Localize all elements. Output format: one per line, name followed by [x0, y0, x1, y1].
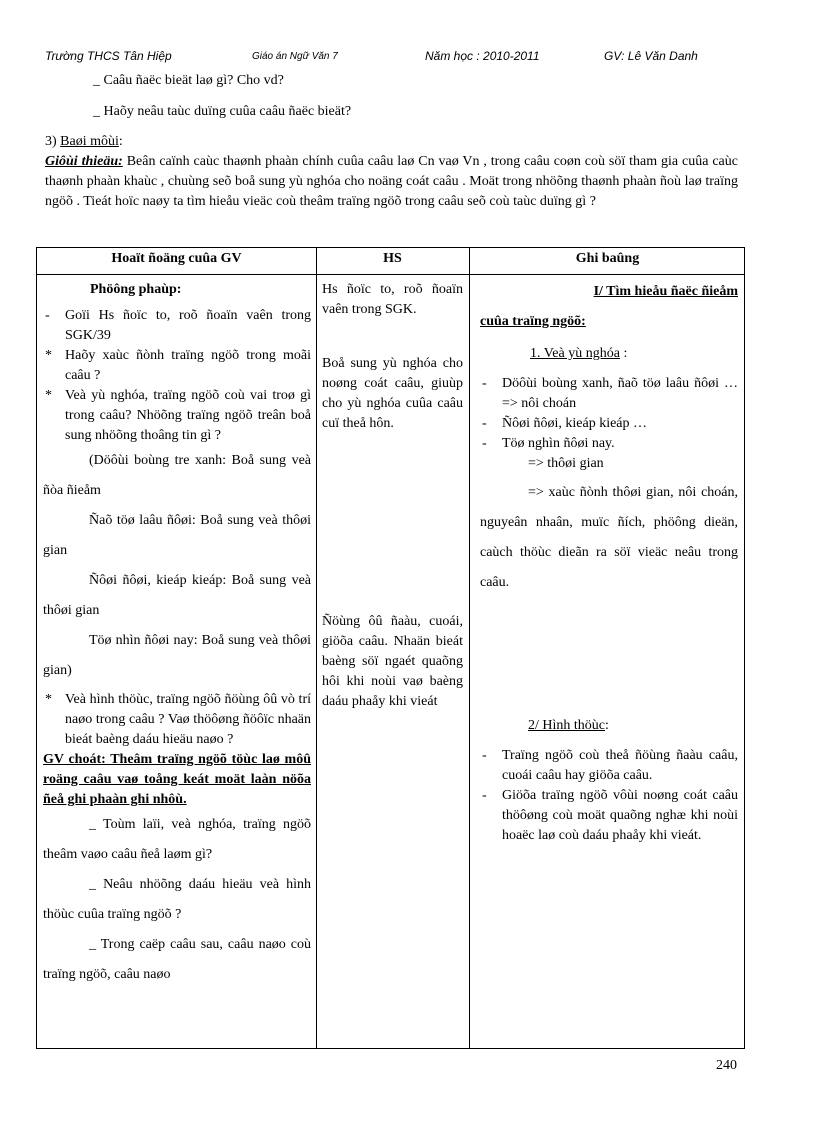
- page-number: 240: [716, 1058, 737, 1073]
- gv-answer-1: (Döôùi boùng tre xanh: Boå sung veà ñòa ñieåm: [43, 453, 311, 498]
- gv-item-text: Veà hình thöùc, traïng ngöõ ñöùng ôû vò trí naøo trong caâu ? Vaø thöôøng ñöôïc nhaän bieát baèng daáu hieäu naøo ?: [65, 692, 311, 747]
- hs-answer-3: Ñöùng ôû ñaàu, cuoái, giöõa caâu. Nhaän bieát baèng söï ngaét quaõng hôi khi noùi vaø baèng daáu phaåy khi vieát: [322, 614, 463, 709]
- section-number: 3): [45, 134, 57, 149]
- intro-label: Giôùi thieäu:: [45, 154, 123, 169]
- column-header-hs: HS: [383, 251, 402, 266]
- column-header-notes: Ghi baûng: [575, 251, 640, 266]
- section-heading: [45, 132, 123, 152]
- gv-method-title: Phöông phaùp:: [90, 282, 182, 297]
- gv-item: [43, 346, 311, 386]
- notes-summary: => xaùc ñònh thôøi gian, nôi choán, nguyeân nhaân, muïc ñích, phöông dieän, caùch thöùc dieãn ra söï vieäc neâu trong caâu.: [480, 485, 738, 590]
- notes-subheading-1: [480, 344, 738, 364]
- gv-item-text: Goïi Hs ñoïc to, roõ ñoaïn vaên trong SGK/39: [65, 308, 311, 343]
- notes-sub1-colon: :: [619, 346, 628, 361]
- notes-form-item: [480, 746, 738, 786]
- bullet: -: [482, 788, 487, 803]
- gv-item: [43, 690, 311, 750]
- notes-item-text: Ñôøi ñôøi, kieáp kieáp …: [502, 416, 648, 431]
- notes-sub1-text: 1. Veà yù nghóa: [530, 346, 620, 361]
- intro-text: Beân caïnh caùc thaønh phaàn chính cuûa caâu laø Cn vaø Vn , trong caâu coøn coù söï tham gia cuûa caùc thaønh phaàn khaùc , chuùng seõ boå sung yù nghóa cho noäng coát caâu . Moät trong nhöõng thaønh phaàn ñoù laø traïng ngöõ . Tieát hoïc naøy ta tìm hieåu vieäc coù theâm traïng ngöõ trong caâu seõ coù taùc duïng gì ?: [45, 154, 738, 209]
- notes-time: => thôøi gian: [528, 456, 604, 471]
- gv-question-1: _ Toùm laïi, veà nghóa, traïng ngöõ theâm vaøo caâu ñeå laøm gì?: [43, 817, 311, 862]
- bullet: -: [482, 748, 487, 763]
- notes-sub2-text: 2/ Hình thöùc: [528, 718, 605, 733]
- notes-form-text: Traïng ngöõ coù theå ñöùng ñaàu caâu, cuoái caâu hay giöõa caâu.: [502, 748, 738, 783]
- bullet: -: [482, 416, 487, 431]
- header-year: Năm học : 2010-2011: [425, 49, 540, 63]
- header-doc: Giáo án Ngữ Văn 7: [252, 51, 338, 62]
- notes-form-text: Giöõa traïng ngöõ vôùi noøng coát caâu thöôøng coù moät quaõng nghæ khi noùi hoaëc laø coù daáu phaåy khi vieát.: [502, 788, 738, 843]
- gv-item-text: Veà yù nghóa, traïng ngöõ coù vai troø gì trong caâu? Nhöõng traïng ngöõ treân boå sung nhöõng thoâng tin gì ?: [65, 388, 311, 443]
- column-divider: [469, 248, 470, 1048]
- gv-item-text: Haõy xaùc ñònh traïng ngöõ trong moãi caâu ?: [65, 348, 311, 383]
- notes-item-text: Töø nghìn ñôøi nay.: [502, 436, 615, 451]
- column-header-gv: Hoaït ñoäng cuûa GV: [111, 251, 242, 266]
- header-school: Trường THCS Tân Hiệp: [45, 49, 172, 63]
- gv-conclusion: GV choát: Theâm traïng ngöõ töùc laø môû roäng caâu vaø toång keát moät laàn nöõa ñeå ghi phaàn ghi nhôù.: [43, 752, 311, 807]
- notes-item: [480, 374, 738, 414]
- review-question-2: _ Haõy neâu taùc duïng cuûa caâu ñaëc bieät?: [93, 104, 352, 119]
- notes-title-line1: I/ Tìm hieåu ñaëc ñieåm: [593, 284, 738, 299]
- bullet: -: [482, 376, 487, 391]
- notes-column-2: [480, 716, 738, 846]
- gv-item: [43, 386, 311, 446]
- notes-column: [480, 280, 738, 598]
- notes-title-line2: cuûa traïng ngöõ:: [480, 314, 586, 329]
- header-teacher: GV: Lê Văn Danh: [604, 49, 698, 63]
- notes-subheading-2: [480, 716, 738, 736]
- column-divider: [316, 248, 317, 1048]
- intro-paragraph: [45, 152, 738, 212]
- bullet: *: [45, 388, 52, 403]
- notes-item: [480, 434, 738, 454]
- hs-column: [322, 280, 463, 320]
- bullet: -: [482, 436, 487, 451]
- bullet: *: [45, 348, 52, 363]
- gv-question-3: _ Trong caëp caâu sau, caâu naøo coù traïng ngöõ, caâu naøo: [43, 937, 311, 982]
- gv-column: [43, 280, 311, 990]
- hs-column-2: [322, 354, 463, 434]
- lesson-table: [36, 247, 745, 1049]
- hs-answer-1: Hs ñoïc to, roõ ñoaïn vaên trong SGK.: [322, 282, 463, 317]
- review-question-1: _ Caâu ñaëc bieät laø gì? Cho vd?: [93, 73, 284, 88]
- gv-answer-2: Ñaõ töø laâu ñôøi: Boå sung veà thôøi gian: [43, 513, 311, 558]
- notes-sub2-colon: :: [605, 718, 609, 733]
- notes-form-item: [480, 786, 738, 846]
- header-divider: [37, 274, 744, 275]
- gv-answer-3: Ñôøi ñôøi, kieáp kieáp: Boå sung veà thôøi gian: [43, 573, 311, 618]
- gv-answer-4: Töø nhìn ñôøi nay: Boå sung veà thôøi gian): [43, 633, 311, 678]
- notes-item-text: Döôùi boùng xanh, ñaõ töø laâu ñôøi …=> nôi choán: [502, 376, 738, 411]
- section-title: Baøi môùi: [60, 134, 119, 149]
- bullet: *: [45, 692, 52, 707]
- notes-item: [480, 414, 738, 434]
- gv-item: [43, 306, 311, 346]
- hs-column-3: [322, 612, 463, 712]
- bullet: -: [45, 308, 50, 323]
- section-colon: :: [118, 134, 123, 149]
- gv-question-2: _ Neâu nhöõng daáu hieäu veà hình thöùc cuûa traïng ngöõ ?: [43, 877, 311, 922]
- hs-answer-2: Boå sung yù nghóa cho noøng coát caâu, giuùp cho yù nghóa cuûa caâu cuï theå hôn.: [322, 356, 463, 431]
